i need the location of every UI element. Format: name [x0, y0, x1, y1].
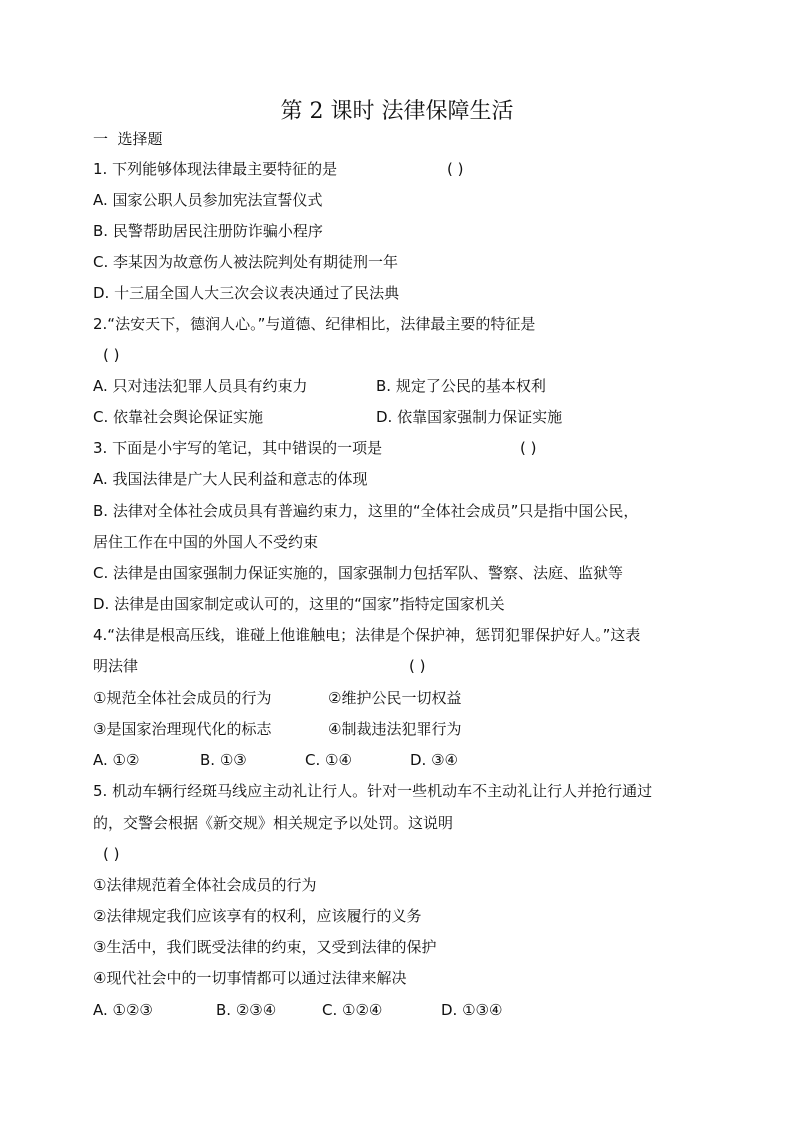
question-2-option-b: B. 规定了公民的基本权利 — [376, 377, 546, 395]
question-3-option-c: C. 法律是由国家强制力保证实施的，国家强制力包括军队、警察、法庭、监狱等 — [93, 564, 624, 582]
question-2-answer-blank: ( ) — [103, 346, 120, 364]
question-3-option-b: B. 法律对全体社会成员具有普遍约束力，这里的“全体社会成员”只是指中国公民， — [93, 502, 639, 520]
question-1-option-c: C. 李某因为故意伤人被法院判处有期徒刑一年 — [93, 253, 399, 271]
question-1-option-b: B. 民警帮助居民注册防诈骗小程序 — [93, 222, 323, 240]
question-5-option-a: A. ①②③ — [93, 1001, 153, 1019]
question-3-option-b-continued: 居住工作在中国的外国人不受约束 — [93, 533, 319, 551]
question-4-stem-continued: 明法律 — [93, 657, 139, 675]
question-3-answer-blank: ( ) — [520, 439, 537, 457]
question-4-answer-blank: ( ) — [409, 657, 426, 675]
question-5-option-d: D. ①③④ — [441, 1001, 503, 1019]
question-4-option-b: B. ①③ — [200, 751, 247, 769]
question-1-option-a: A. 国家公职人员参加宪法宣誓仪式 — [93, 191, 323, 209]
question-5-option-b: B. ②③④ — [216, 1001, 277, 1019]
question-2-stem: 2.“法安天下，德润人心。”与道德、纪律相比，法律最主要的特征是 — [93, 315, 536, 333]
question-5-option-c: C. ①②④ — [322, 1001, 383, 1019]
question-4-item-1: ①规范全体社会成员的行为 — [93, 689, 272, 707]
question-1-stem: 1. 下列能够体现法律最主要特征的是 — [93, 160, 338, 178]
question-4-item-3: ③是国家治理现代化的标志 — [93, 720, 272, 738]
question-1-answer-blank: ( ) — [447, 160, 464, 178]
section-heading: 一 选择题 — [93, 130, 163, 148]
page-title: 第 2 课时 法律保障生活 — [280, 99, 514, 124]
question-4-item-2: ②维护公民一切权益 — [328, 689, 462, 707]
question-5-item-3: ③生活中，我们既受法律的约束，又受到法律的保护 — [93, 938, 437, 956]
question-5-stem-continued: 的，交警会根据《新交规》相关规定予以处罚。这说明 — [93, 814, 454, 832]
question-2-option-d: D. 依靠国家强制力保证实施 — [376, 408, 563, 426]
question-3-option-d: D. 法律是由国家制定或认可的，这里的“国家”指特定国家机关 — [93, 595, 505, 613]
question-4-option-a: A. ①② — [93, 751, 140, 769]
question-3-stem: 3. 下面是小宇写的笔记，其中错误的一项是 — [93, 439, 383, 457]
question-5-item-2: ②法律规定我们应该享有的权利，应该履行的义务 — [93, 907, 422, 925]
question-4-stem: 4.“法律是根高压线，谁碰上他谁触电；法律是个保护神，惩罚犯罪保护好人。”这表 — [93, 626, 641, 644]
question-5-item-1: ①法律规范着全体社会成员的行为 — [93, 876, 317, 894]
question-3-option-a: A. 我国法律是广大人民利益和意志的体现 — [93, 470, 368, 488]
question-1-option-d: D. 十三届全国人大三次会议表决通过了民法典 — [93, 284, 400, 302]
question-5-item-4: ④现代社会中的一切事情都可以通过法律来解决 — [93, 969, 407, 987]
question-5-answer-blank: ( ) — [103, 845, 120, 863]
question-2-option-a: A. 只对违法犯罪人员具有约束力 — [93, 377, 308, 395]
question-4-option-c: C. ①④ — [305, 751, 352, 769]
question-2-option-c: C. 依靠社会舆论保证实施 — [93, 408, 264, 426]
question-5-stem: 5. 机动车辆行经斑马线应主动礼让行人。针对一些机动车不主动礼让行人并抢行通过 — [93, 782, 653, 800]
question-4-option-d: D. ③④ — [410, 751, 458, 769]
question-4-item-4: ④制裁违法犯罪行为 — [328, 720, 462, 738]
